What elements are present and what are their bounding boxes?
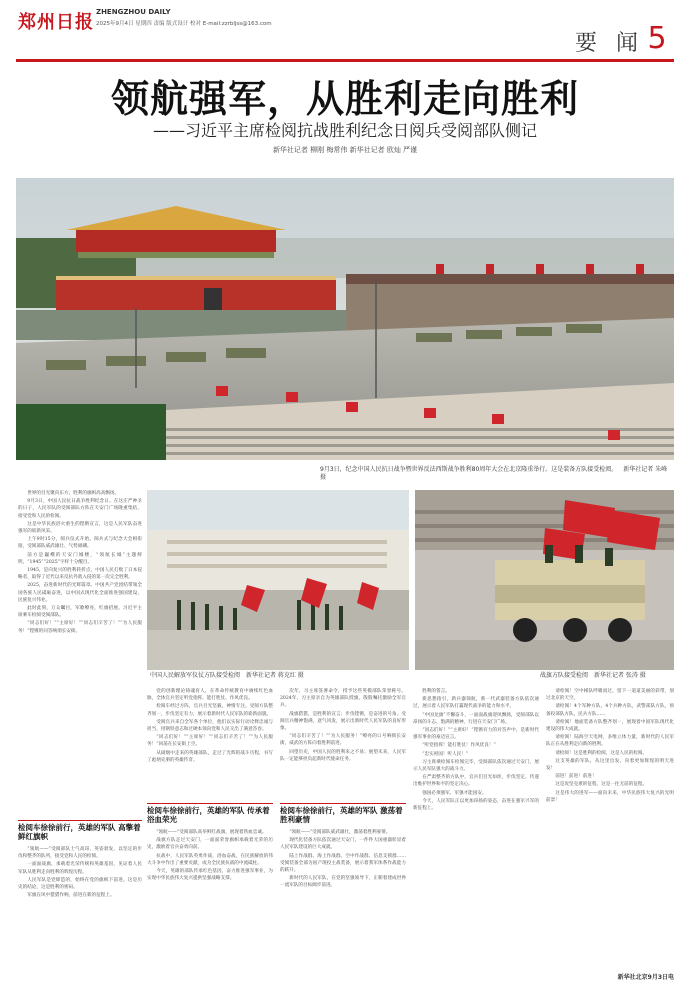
paragraph: 此时此刻，万众瞩目，军歌嘹亮，红旗招展。习近平主席乘车检阅受阅部队。 (18, 606, 142, 619)
paragraph: 请检阅！陆海空天电网，多维立体力量，新时代的人民军队正在从胜利走向新的胜利。 (546, 735, 674, 748)
paragraph: “同志们好！”“主席好！”“同志们辛苦了！”“为人民服务！”铿锵的问答响彻长安街。 (18, 621, 142, 634)
column-5 (546, 688, 674, 970)
paragraph: 现代化装备方队依次通过天安门，一件件大国重器彰显着人民军队建设的巨大成就。 (280, 838, 406, 851)
subhead-1: 检阅车徐徐前行，英雄的军队 高擎着鲜红旗帜 (18, 823, 141, 841)
paragraph: 这是伟大的进军——面向未来，中华民族伟大复兴的光明前景！ (546, 790, 674, 803)
paragraph: 人民军队是党缔造的，始终在党的旗帜下前进。这是历史的结论，这是胜利的密码。 (18, 877, 142, 891)
paragraph: “领航——”受阅部队高举鲜红战旗，展现着铁血忠诚。 (156, 830, 267, 835)
column-4 (413, 688, 539, 986)
paragraph: 军旗在风中猎猎作响，前进在新的征程上。 (27, 893, 115, 899)
paragraph: 受阅官兵来自全军各个单位，他们以实际行动诠释忠诚与担当，用钢铁意志和过硬本领向党和人民交出了满意答卷。 (147, 719, 273, 733)
paragraph: 陆上作战群、海上作战群、空中作战群、信息支援群……受阅装备全部为国产现役主战装备，展示着我军体系作战能力的跃升。 (280, 853, 406, 874)
paragraph: “忠实祖国！听人民！” (422, 751, 469, 757)
paragraph: 请检阅！空中梯队呼啸而过，留下一道道美丽的彩带，划过北京的天空。 (546, 689, 674, 702)
section-name: 要 闻 (575, 31, 644, 56)
newspaper-logo-en: ZHENGZHOU DAILY (96, 8, 171, 16)
subhead-2: 检阅车徐徐前行，英雄的军队 传承着浴血荣光 (147, 806, 270, 824)
paragraph: 胜利的誓言。 (422, 689, 450, 694)
paragraph: “听党指挥！能打胜仗！作风优良！” (422, 743, 496, 749)
honor-guard-credit: 新华社记者 蒋克红 摄 (245, 672, 304, 679)
main-photo-caption (320, 466, 674, 482)
paragraph: 战旗猎猎，是胜利的宣言；步伐铿锵，是奋进的号角。受阅官兵精神饱满，意气风发，展示出新时代人民军队的良好形象。 (280, 711, 406, 732)
paragraph: 党的创新理论铸魂育人，在革命传统教育中赓续红色血脉，全体官兵坚定听党指挥、能打胜仗、作风优良。 (147, 689, 273, 702)
paragraph: 一面面战旗，承载着光荣传统和英雄基因，见证着人民军队从胜利走向胜利的辉煌历程。 (18, 862, 142, 875)
paragraph: 从硝烟中走来的英雄部队，走过了光辉的战斗历程，书写了彪炳史册的英雄传奇。 (147, 750, 273, 763)
main-parade-photo (16, 178, 674, 460)
subhead-3-rule (280, 803, 406, 804)
honor-guard-caption (150, 672, 412, 680)
headline: 领航强军，从胜利走向胜利 (110, 77, 579, 121)
paragraph: 回望历史，中国人民的胜利来之不易；展望未来，人民军队一定能够担负起新时代使命任务。 (280, 749, 406, 762)
paragraph: 请检阅！地面装备方队整齐划一，展现着中国军队现代化建设的伟大成就。 (546, 719, 674, 733)
honor-guard-image (147, 490, 409, 670)
battle-flag-credit: 新华社记者 张涛 摄 (593, 672, 646, 679)
paragraph: 1945，是向复兴的胜利转折点，中国人民打败了日本侵略者，取得了近代以来反抗外敌入侵的第一次完全胜利。 (18, 568, 142, 581)
paragraph: 在严肃整齐的方队中，官兵们目光如炬，步伐坚定，传递出维护世界和平的坚定决心。 (413, 775, 539, 788)
masthead (0, 0, 690, 60)
honor-guard-caption-text: 中国人民解放军仪仗方队接受检阅 (150, 672, 241, 679)
subhead-1-rule (18, 820, 142, 821)
paragraph: 前方是巍峨的天安门城楼，“领航长城”主题鲜明，“1945”“2025”字样十分醒目。 (18, 552, 142, 565)
column-3-bottom (280, 829, 406, 987)
masthead-rule (16, 59, 674, 62)
paragraph: 次年，习主席签署命令，授予这些英模部队荣誉称号。2024年，习主席亲自为英雄部队授旗，殷殷嘱托激励全军官兵。 (280, 689, 406, 709)
paragraph: 今天，英雄的部队传承红色基因，奋力推进强军事业，为实现中华民族伟大复兴提供坚强战略支撑。 (147, 869, 273, 882)
subheadline: ——习近平主席检阅抗战胜利纪念日阅兵受阅部队侧记 (152, 121, 537, 140)
paragraph: “同志们辛苦了！”“为人民服务！”嘹亮的口号响彻长安街，威武的方阵向着胜利前进。 (280, 734, 406, 747)
column-2-bottom (147, 829, 273, 987)
paragraph: 上午9时15分，阅兵仪式开始。阅兵式与纪念大会相衔接，受阅部队威武雄壮、气势磅礴。 (18, 537, 142, 550)
page-number: 5 (647, 21, 667, 56)
paragraph: 世界的目光聚向东方，胜利的旗帜高高飘扬。 (27, 491, 120, 496)
paragraph: 抗战中，人民军队英勇作战，浴血奋战，在民族解放的伟大斗争中作出了重要贡献，成为全民族抗战的中流砥柱。 (147, 853, 273, 866)
paragraph: 战旗方队走过天安门，一面面荣誉旗帜承载着光荣的历史，激励着官兵奋勇向前。 (147, 838, 273, 851)
paragraph: “同志们好！”“主席好！”“同志们辛苦了！”“为人民服务！”回荡在长安街上空。 (147, 735, 273, 748)
paragraph: “领航——”受阅部队士气高昂，英姿勃发，以坚定的步伐和整齐的队列，接受党和人民的检阅。 (18, 847, 142, 860)
column-3-top (280, 688, 406, 798)
battle-flag-vehicle-image (415, 490, 674, 670)
paragraph: 请检阅！这是胜利的检阅，这是人民的检阅。 (555, 750, 648, 756)
newspaper-logo: 郑州日报 (18, 12, 94, 33)
main-photo-caption-text: 9月3日，纪念中国人民抗日战争暨世界反法西斯战争胜利80周年大会在北京隆重举行。这是装备方队接受检阅。 (320, 466, 618, 473)
paragraph: “同志们好！”“主席好！”铿锵有力的对答声中，是新时代强军事业的豪迈宣言。 (413, 728, 539, 741)
column-1-bottom (18, 846, 142, 986)
tiananmen-parade-image (16, 178, 674, 460)
paragraph: 这是中华民族浴火重生的铿锵宣言，这是人民军队奋进强军的崭新风采。 (18, 521, 142, 535)
paragraph: 2025，奋进新时代的光辉篇章。中国共产党团结带领全国各族人民砥砺奋进，以中国式现代化全面推进强国建设、民族复兴伟业。 (18, 583, 142, 603)
column-1-top (18, 490, 142, 808)
paragraph: 新思想指引，新兵器领航，新一代武器装备方队依次通过，展示着人民军队打赢现代战争的能力和水平。 (413, 697, 539, 710)
paragraph: 前进！前进！前进！ (555, 774, 597, 780)
paragraph: 习主席乘检阅车检阅完毕，受阅部队依次通过天安门，展示人民军队强大的战斗力。 (413, 759, 539, 773)
column-2-top (147, 688, 273, 798)
paragraph: 请检阅！4个军种方队，4个兵种方队，武警部队方队，预备役部队方队，民兵方队…… (546, 704, 674, 717)
paragraph: 9月3日，中国人民抗日战争胜利纪念日。在这庄严神圣的日子，人民军队的受阅部队方阵在天安门广场隆重集结，接受党和人民的检阅。 (18, 499, 142, 519)
paragraph: 这支英雄的军队，从这里出发，向着更加辉煌的明天进发！ (546, 758, 674, 772)
byline: 新华社记者 柳刚 梅常伟 新华社记者 欧灿 严谨 (272, 146, 418, 154)
paragraph: 新时代的人民军队，在党的坚强领导下，正朝着建成世界一流军队的目标阔步前进。 (280, 876, 406, 889)
main-photo-credit: 新华社记者 朱峰 摄 (320, 466, 668, 481)
paragraph: 今天，人民军队正以更加昂扬的姿态，奋进在强军兴军的新征程上。 (413, 798, 539, 812)
footer-credit: 新华社北京9月3日电 (617, 974, 674, 981)
battle-flag-photo (415, 490, 674, 670)
subhead-3: 检阅车徐徐前行，英雄的军队 激荡着胜利豪情 (280, 806, 403, 824)
subhead-2-rule (147, 803, 273, 804)
paragraph: 检阅车经过方阵，官兵目光坚毅，神情专注。受阅方队整齐划一，步伐坚定有力，展示着新时代人民军队的崭新面貌。 (147, 704, 273, 717)
paragraph: 强国必须强军，军强才能国安。 (422, 790, 487, 796)
paragraph: 这是攻坚克难的征程，这是一往无前的征程。 (555, 782, 648, 788)
paragraph: “领航——”受阅部队威武雄壮，激荡着胜利豪情。 (289, 830, 391, 835)
honor-guard-photo (147, 490, 409, 670)
paragraph: “中国龙旗”不懈奋斗，一面面战旗迎风飘扬，受阅部队以昂扬的斗志、饱满的精神，行进在天安门广场。 (413, 712, 539, 725)
battle-flag-caption-text: 战旗方队接受检阅 (540, 672, 589, 679)
battle-flag-caption (540, 672, 680, 680)
dateline: 2025年9月4日 星期四 责编 版式设计 校对 E-mail:zzrbljss@163.com (96, 21, 272, 27)
